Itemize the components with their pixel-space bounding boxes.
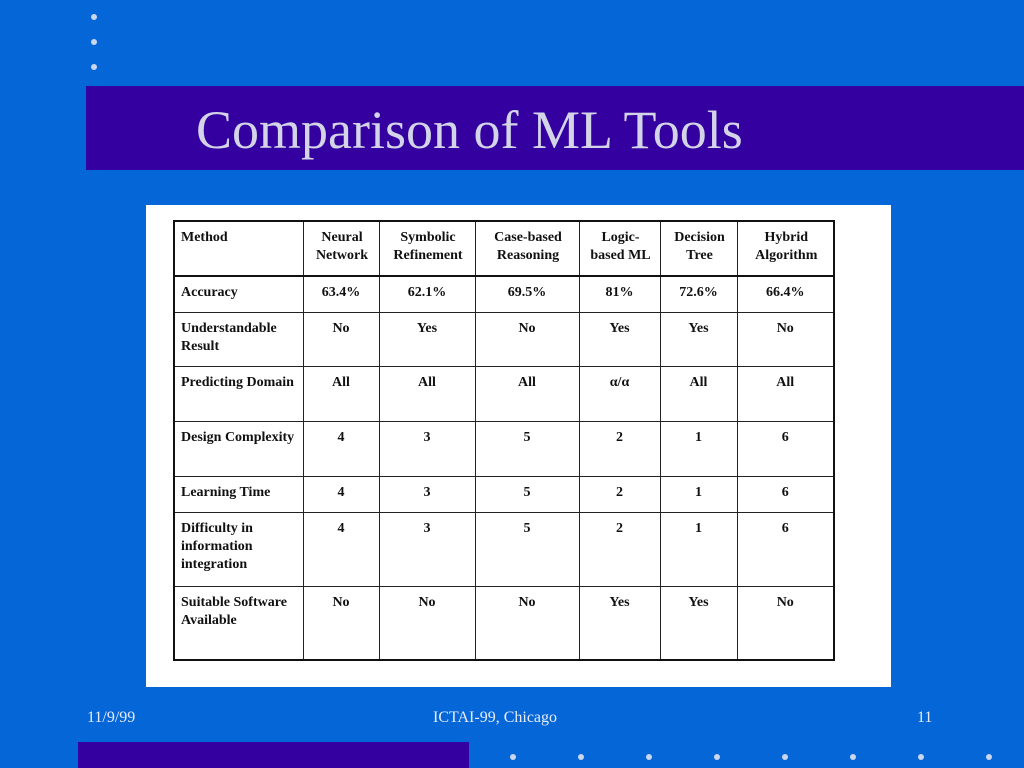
header-cell: Decision Tree	[660, 221, 737, 276]
bullet-dot	[714, 754, 720, 760]
header-cell: Method	[174, 221, 303, 276]
table-cell: 6	[737, 512, 834, 586]
table-cell: 2	[579, 422, 660, 477]
bullet-dot	[91, 14, 97, 20]
header-cell: Neural Network	[303, 221, 379, 276]
header-cell: Hybrid Algorithm	[737, 221, 834, 276]
table-row	[174, 422, 834, 477]
table-cell: Yes	[660, 586, 737, 660]
table-cell: 62.1%	[379, 276, 475, 312]
bullet-dot	[91, 39, 97, 45]
table-cell: 4	[303, 422, 379, 477]
footer-date: 11/9/99	[87, 709, 136, 726]
table-cell: 5	[475, 512, 579, 586]
table-cell: 2	[579, 512, 660, 586]
table-cell: No	[303, 312, 379, 367]
table-cell: 66.4%	[737, 276, 834, 312]
row-label: Understandable Result	[174, 312, 303, 367]
table-cell: 5	[475, 476, 579, 512]
table-cell: 81%	[579, 276, 660, 312]
table-cell: 72.6%	[660, 276, 737, 312]
bullet-dot	[782, 754, 788, 760]
bullet-dot	[850, 754, 856, 760]
header-cell: Case-based Reasoning	[475, 221, 579, 276]
table-cell: 4	[303, 512, 379, 586]
table-cell: α/α	[579, 367, 660, 422]
row-label: Suitable Software Available	[174, 586, 303, 660]
header-cell: Symbolic Refinement	[379, 221, 475, 276]
table-row	[174, 367, 834, 422]
bullet-dot	[91, 64, 97, 70]
header-row	[174, 221, 834, 276]
table-row	[174, 586, 834, 660]
table-cell: All	[379, 367, 475, 422]
table-cell: No	[737, 312, 834, 367]
table-cell: 6	[737, 476, 834, 512]
table-cell: 4	[303, 476, 379, 512]
table-panel	[146, 205, 891, 687]
table-cell: All	[737, 367, 834, 422]
table-cell: 2	[579, 476, 660, 512]
table-cell: Yes	[579, 586, 660, 660]
bullet-dot	[578, 754, 584, 760]
table-cell: 69.5%	[475, 276, 579, 312]
bullet-dot	[646, 754, 652, 760]
table-row	[174, 476, 834, 512]
footer-conference: ICTAI-99, Chicago	[433, 709, 558, 726]
bullet-dot	[986, 754, 992, 760]
bullet-dot	[918, 754, 924, 760]
table-cell: 6	[737, 422, 834, 477]
row-label: Predicting Domain	[174, 367, 303, 422]
table-cell: 1	[660, 476, 737, 512]
row-label: Design Complexity	[174, 422, 303, 477]
comparison-table	[173, 220, 835, 661]
row-label: Accuracy	[174, 276, 303, 312]
table-cell: All	[475, 367, 579, 422]
table-cell: 1	[660, 512, 737, 586]
row-label: Difficulty in information integration	[174, 512, 303, 586]
table-cell: All	[660, 367, 737, 422]
slide-title: Comparison of ML Tools	[196, 100, 743, 160]
table-cell: No	[475, 312, 579, 367]
table-cell: Yes	[379, 312, 475, 367]
table-row	[174, 312, 834, 367]
table-cell: 3	[379, 512, 475, 586]
table-cell: Yes	[579, 312, 660, 367]
bottom-band	[78, 742, 469, 768]
footer-page-number: 11	[917, 709, 933, 726]
bullet-dot	[510, 754, 516, 760]
table-row	[174, 276, 834, 312]
table-cell: No	[475, 586, 579, 660]
header-cell: Logic-based ML	[579, 221, 660, 276]
table-cell: No	[737, 586, 834, 660]
table-cell: All	[303, 367, 379, 422]
table-cell: 63.4%	[303, 276, 379, 312]
table-cell: 1	[660, 422, 737, 477]
table-cell: Yes	[660, 312, 737, 367]
table-row	[174, 512, 834, 586]
table-cell: No	[303, 586, 379, 660]
table-cell: 3	[379, 476, 475, 512]
table-cell: 3	[379, 422, 475, 477]
row-label: Learning Time	[174, 476, 303, 512]
table-cell: 5	[475, 422, 579, 477]
table-cell: No	[379, 586, 475, 660]
